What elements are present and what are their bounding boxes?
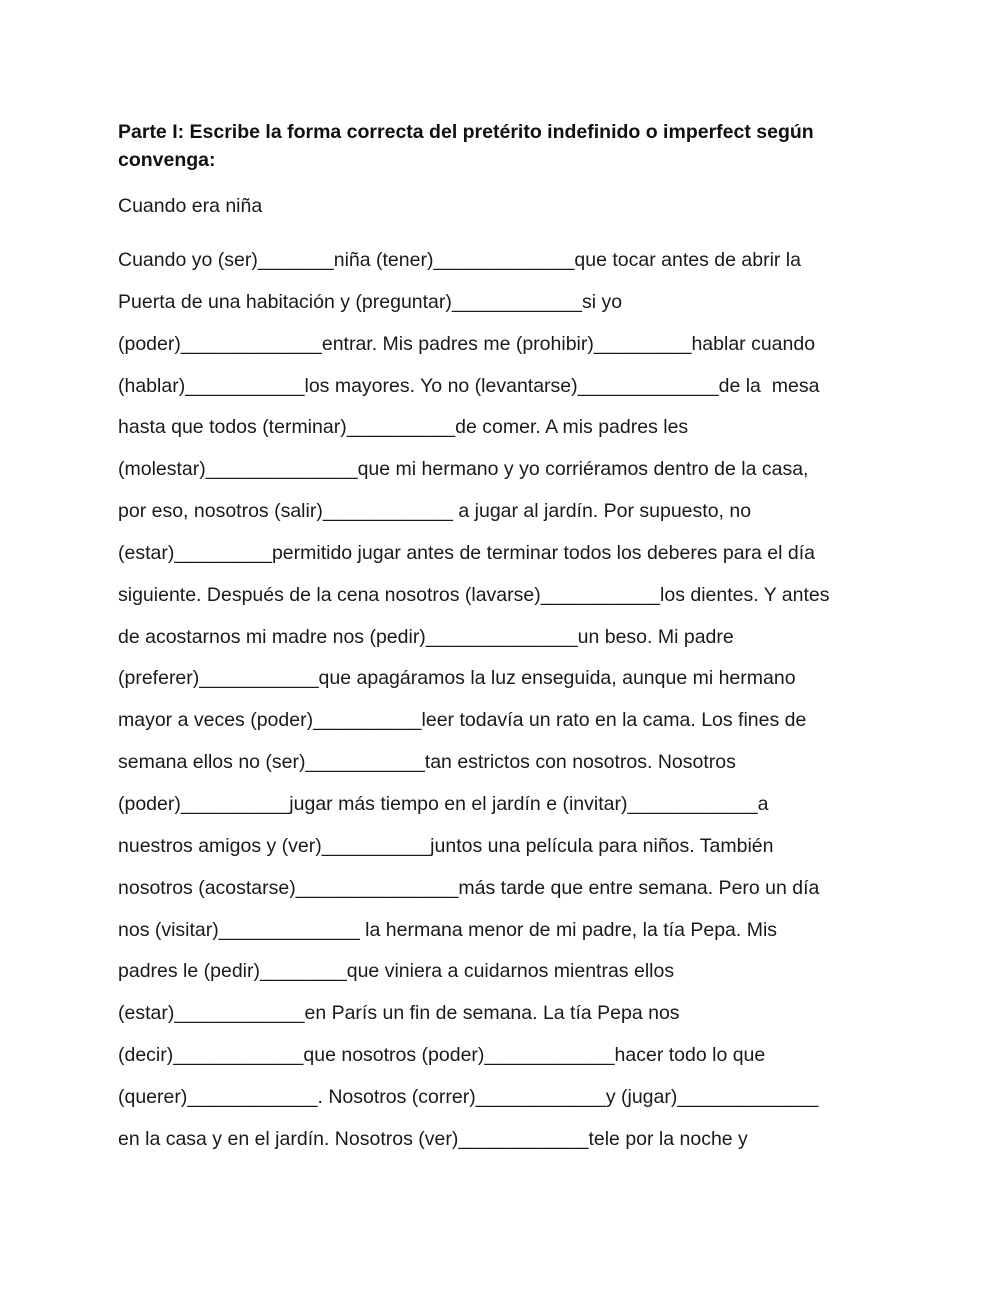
exercise-line: nos (visitar)_____________ la hermana menor de mi padre, la tía Pepa. Mis (118, 918, 778, 941)
exercise-heading: Parte I: Escribe la forma correcta del pretérito indefinido o imperfect según convenga: (118, 121, 814, 171)
fill-in-exercise (118, 246, 908, 1167)
exercise-line: (preferer)___________que apagáramos la luz enseguida, aunque mi hermano (118, 667, 796, 690)
exercise-line: semana ellos no (ser)___________tan estrictos con nosotros. Nosotros (118, 751, 736, 774)
exercise-line: (hablar)___________los mayores. Yo no (levantarse)_____________de la mesa (118, 374, 820, 397)
exercise-line: Puerta de una habitación y (preguntar)____________si yo (118, 290, 623, 313)
exercise-line: (poder)_____________entrar. Mis padres me (prohibir)_________hablar cuando (118, 332, 816, 355)
exercise-line: por eso, nosotros (salir)____________ a jugar al jardín. Por supuesto, no (118, 500, 752, 523)
exercise-line: en la casa y en el jardín. Nosotros (ver)____________tele por la noche y (118, 1127, 748, 1150)
exercise-line: hasta que todos (terminar)__________de comer. A mis padres les (118, 416, 689, 439)
exercise-line: (estar)_________permitido jugar antes de terminar todos los deberes para el día (118, 541, 816, 564)
exercise-line: (poder)__________jugar más tiempo en el jardín e (invitar)____________a (118, 792, 769, 815)
exercise-line: nuestros amigos y (ver)__________juntos una película para niños. También (118, 834, 774, 857)
exercise-line: padres le (pedir)________que viniera a cuidarnos mientras ellos (118, 960, 675, 983)
exercise-line: (decir)____________que nosotros (poder)____________hacer todo lo que (118, 1044, 766, 1067)
exercise-line: siguiente. Después de la cena nosotros (lavarse)___________los dientes. Y antes (118, 583, 830, 606)
exercise-line: Cuando yo (ser)_______niña (tener)_____________que tocar antes de abrir la (118, 249, 801, 271)
exercise-line: de acostarnos mi madre nos (pedir)______________un beso. Mi padre (118, 625, 734, 648)
exercise-line: (estar)____________en París un fin de semana. La tía Pepa nos (118, 1002, 680, 1025)
story-title: Cuando era niña (118, 195, 263, 217)
exercise-line: (querer)____________. Nosotros (correr)____________y (jugar)_____________ (118, 1085, 819, 1108)
exercise-line: mayor a veces (poder)__________leer todavía un rato en la cama. Los fines de (118, 709, 807, 732)
exercise-line: nosotros (acostarse)_______________más tarde que entre semana. Pero un día (118, 876, 820, 899)
exercise-line: (molestar)______________que mi hermano y yo corriéramos dentro de la casa, (118, 458, 809, 481)
